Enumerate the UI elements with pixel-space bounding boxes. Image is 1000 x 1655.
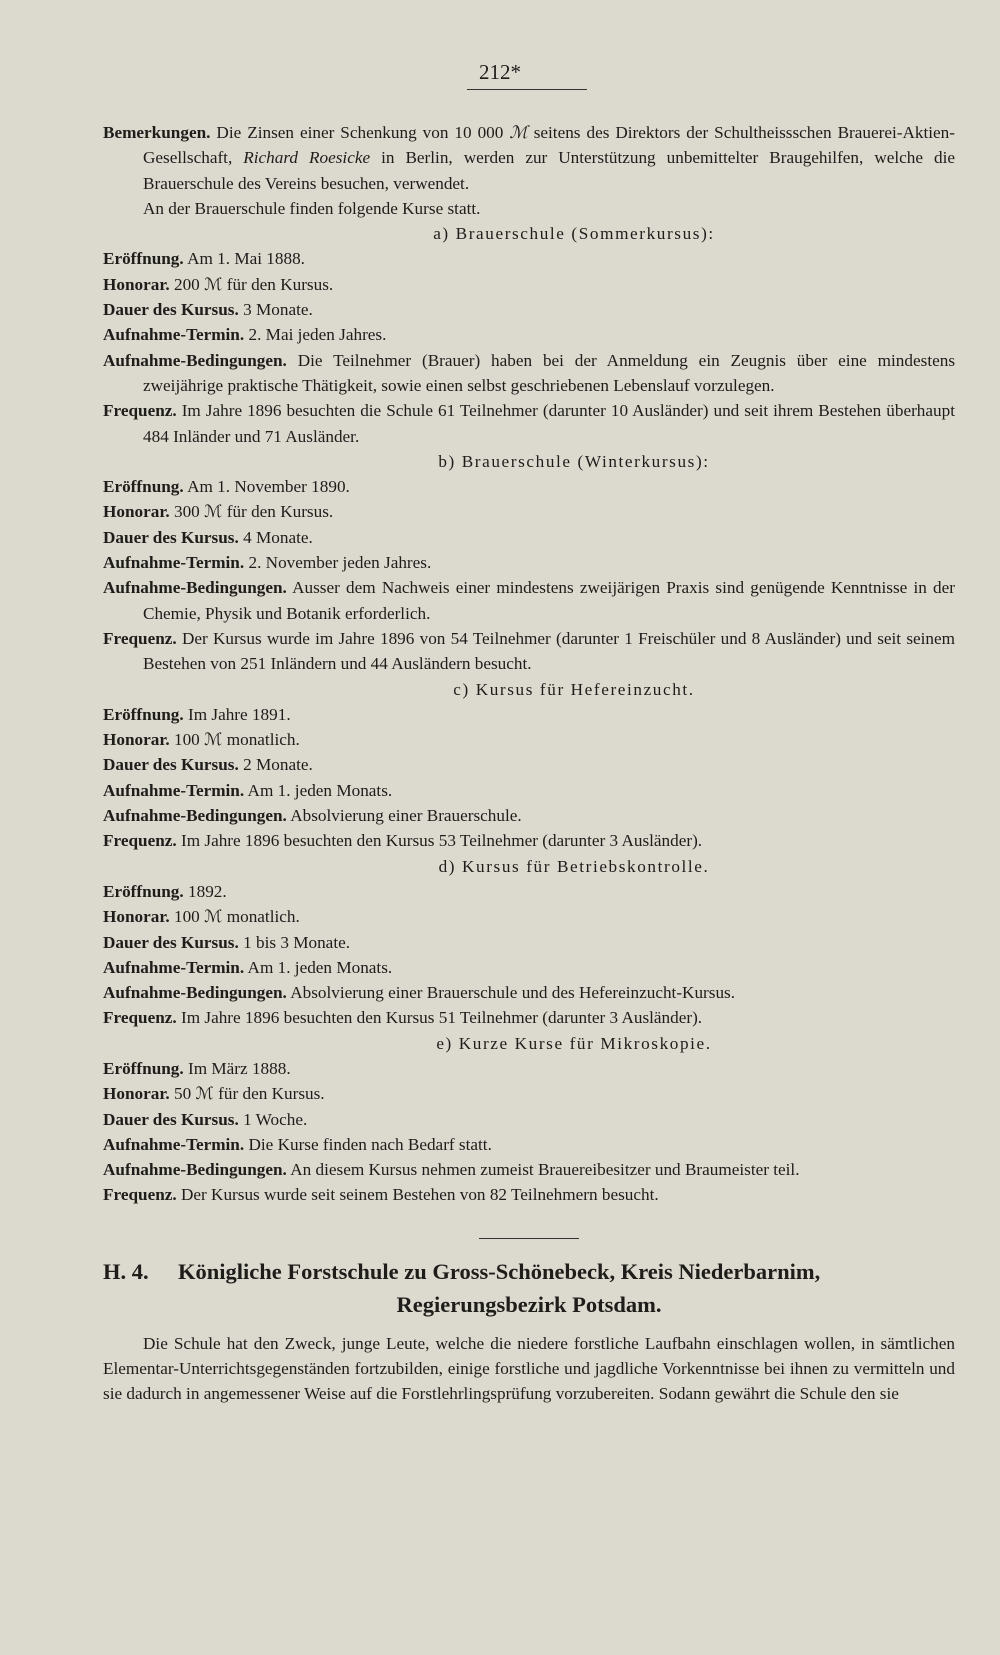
course-entry — [103, 955, 955, 980]
course-title: d) Kursus für Betriebskontrolle. — [438, 856, 710, 876]
entry-label: Aufnahme-Termin. — [103, 780, 245, 800]
entry-text: Im Jahre 1891. — [188, 704, 291, 724]
entry-label: Frequenz. — [103, 1008, 177, 1028]
entry-label: Aufnahme-Termin. — [103, 957, 245, 977]
entry-label: Dauer des Kursus. — [103, 932, 239, 952]
course-entry — [103, 348, 955, 399]
entry-text: Am 1. November 1890. — [187, 477, 350, 497]
section-heading — [103, 1255, 955, 1321]
entry-text: Am 1. jeden Monats. — [247, 957, 393, 977]
entry-text: 3 Monate. — [243, 300, 313, 320]
course-title: e) Kurze Kurse für Mikroskopie. — [436, 1033, 712, 1053]
course-entry — [103, 930, 955, 955]
entry-text: Im Jahre 1896 besuchten den Kursus 53 Teilnehmer (darunter 3 Ausländer). — [180, 831, 703, 851]
entry-text: 300 ℳ für den Kursus. — [173, 502, 334, 522]
entry-label: Frequenz. — [103, 1185, 177, 1205]
page-content — [103, 120, 955, 1407]
course-title: b) Brauerschule (Winterkursus): — [438, 451, 710, 471]
entry-text: 100 ℳ monatlich. — [173, 907, 300, 927]
course-entry — [103, 550, 955, 575]
course-entry — [103, 980, 955, 1005]
entry-label: Honorar. — [103, 730, 170, 750]
entry-text: Die Kurse finden nach Bedarf statt. — [248, 1134, 492, 1154]
entry-label: Honorar. — [103, 907, 170, 927]
entry-text: 2. Mai jeden Jahres. — [248, 325, 387, 345]
entry-text: Am 1. jeden Monats. — [247, 780, 393, 800]
course-entry — [103, 702, 955, 727]
entry-label: Aufnahme-Bedingungen. — [103, 1160, 287, 1180]
entry-label: Eröffnung. — [103, 704, 184, 724]
entry-text: Ausser dem Nachweis einer mindestens zweijärigen Praxis sind genügende Kenntnisse in der Chemie, Physik und Botanik erforderlich. — [143, 578, 955, 623]
section-title-line2: Regierungsbezirk Potsdam. — [396, 1291, 662, 1317]
course-entry — [103, 828, 955, 853]
remarks-label: Bemerkungen. — [103, 123, 211, 142]
entry-label: Honorar. — [103, 274, 170, 294]
entry-label: Dauer des Kursus. — [103, 1109, 239, 1129]
entry-text: Im Jahre 1896 besuchten die Schule 61 Teilnehmer (darunter 10 Ausländer) und seit ihrem Bestehen überhaupt 484 Inländer und 71 Ausländer. — [143, 401, 955, 446]
entry-label: Eröffnung. — [103, 249, 184, 269]
entry-text: Am 1. Mai 1888. — [187, 249, 305, 269]
section-number: H. 4. — [103, 1258, 149, 1284]
entry-text: 200 ℳ für den Kursus. — [173, 274, 334, 294]
entry-label: Honorar. — [103, 502, 170, 522]
course-entry — [103, 398, 955, 449]
entry-text: 2. November jeden Jahres. — [248, 553, 432, 573]
entry-label: Eröffnung. — [103, 1058, 184, 1078]
entry-label: Aufnahme-Termin. — [103, 553, 245, 573]
course-entry — [103, 272, 955, 297]
entry-label: Dauer des Kursus. — [103, 755, 239, 775]
section-body: Die Schule hat den Zweck, junge Leute, welche die niedere forstliche Laufbahn einschlagen wollen, in sämtlichen Elementar-Unterrichtsgegenständen fortzubilden, einige forstliche und jagdliche Vorkenntnisse bei ihnen zu vermitteln und sie dadurch in angemessener Weise auf die Forstlehrlingsprüfung vorzubereiten. Sodann gewährt die Schule den sie — [103, 1333, 955, 1404]
entry-text: Die Teilnehmer (Brauer) haben bei der Anmeldung ein Zeugnis über eine mindestens zweijährige praktische Thätigkeit, sowie einen selbst geschriebenen Lebenslauf vorzulegen. — [143, 350, 956, 395]
remarks-text-3: in Berlin, werden zur Unterstützung unbemittelter Braugehilfen, welche die Brauerschule des Vereins besuchen, verwendet. — [143, 148, 955, 193]
entry-text: 100 ℳ monatlich. — [173, 730, 300, 750]
entry-text: An diesem Kursus nehmen zumeist Brauereibesitzer und Braumeister teil. — [290, 1160, 800, 1180]
entry-label: Aufnahme-Termin. — [103, 1134, 245, 1154]
course-title: a) Brauerschule (Sommerkursus): — [433, 224, 715, 244]
entry-text: 50 ℳ für den Kursus. — [173, 1084, 325, 1104]
donor-name: Richard Roesicke — [243, 148, 371, 168]
course-entry — [103, 474, 955, 499]
course-entry — [103, 322, 955, 347]
entry-label: Aufnahme-Bedingungen. — [103, 350, 287, 370]
entry-text: 4 Monate. — [243, 527, 313, 547]
entry-label: Eröffnung. — [103, 477, 184, 497]
remarks-text-2: seitens des Direktors der Schultheissschen Brauerei-Aktien-Gesellschaft, — [143, 123, 955, 168]
entry-text: Der Kursus wurde seit seinem Bestehen von 82 Teilnehmern besucht. — [180, 1185, 659, 1205]
section-separator — [479, 1238, 579, 1239]
entry-text: Absolvierung einer Brauerschule und des Hefereinzucht-Kursus. — [290, 983, 736, 1003]
entry-text: 1892. — [188, 881, 227, 901]
course-entry — [103, 575, 955, 626]
course-entry — [103, 1132, 955, 1157]
entry-label: Aufnahme-Termin. — [103, 325, 245, 345]
remarks-paragraph — [103, 120, 955, 196]
courses-intro: An der Brauerschule finden folgende Kurse statt. — [143, 198, 481, 218]
remarks-text-1: Die Zinsen einer Schenkung von 10 000 — [210, 123, 510, 142]
course-entry — [103, 1056, 955, 1081]
course-entry — [103, 1157, 955, 1182]
course-entry — [103, 1182, 955, 1207]
section-title-line1: Königliche Forstschule zu Gross-Schönebeck, Kreis Niederbarnim, — [178, 1258, 821, 1284]
entry-text: 1 bis 3 Monate. — [243, 932, 351, 952]
entry-label: Dauer des Kursus. — [103, 527, 239, 547]
entry-label: Frequenz. — [103, 628, 177, 648]
course-entry — [103, 904, 955, 929]
entry-text: Im März 1888. — [188, 1058, 291, 1078]
course-entry — [103, 297, 955, 322]
page-number: 212* — [479, 60, 521, 84]
entry-label: Eröffnung. — [103, 881, 184, 901]
course-entry — [103, 525, 955, 550]
entry-text: Im Jahre 1896 besuchten den Kursus 51 Teilnehmer (darunter 3 Ausländer). — [180, 1008, 703, 1028]
entry-label: Dauer des Kursus. — [103, 300, 239, 320]
course-entry — [103, 1005, 955, 1030]
entry-label: Honorar. — [103, 1084, 170, 1104]
course-entry — [103, 1107, 955, 1132]
entry-text: Der Kursus wurde im Jahre 1896 von 54 Teilnehmer (darunter 1 Freischüler und 8 Ausländer) und seit seinem Bestehen von 251 Inländern und 44 Ausländern besucht. — [143, 628, 956, 674]
entry-label: Aufnahme-Bedingungen. — [103, 983, 287, 1003]
course-entry — [103, 752, 955, 777]
entry-text: 1 Woche. — [243, 1109, 308, 1129]
course-entry — [103, 803, 955, 828]
course-entry — [103, 499, 955, 524]
entry-text: 2 Monate. — [243, 755, 313, 775]
entry-label: Aufnahme-Bedingungen. — [103, 806, 287, 826]
currency-mark: ℳ — [509, 123, 528, 142]
course-title: c) Kursus für Hefereinzucht. — [453, 679, 695, 699]
course-entry — [103, 626, 955, 677]
entry-label: Frequenz. — [103, 401, 177, 421]
entry-label: Frequenz. — [103, 831, 177, 851]
course-entry — [103, 246, 955, 271]
entry-label: Aufnahme-Bedingungen. — [103, 578, 287, 598]
page-number-rule — [467, 89, 587, 90]
entry-text: Absolvierung einer Brauerschule. — [290, 806, 522, 826]
courses-list — [103, 221, 955, 1208]
course-entry — [103, 778, 955, 803]
course-entry — [103, 1081, 955, 1106]
course-entry — [103, 727, 955, 752]
course-entry — [103, 879, 955, 904]
